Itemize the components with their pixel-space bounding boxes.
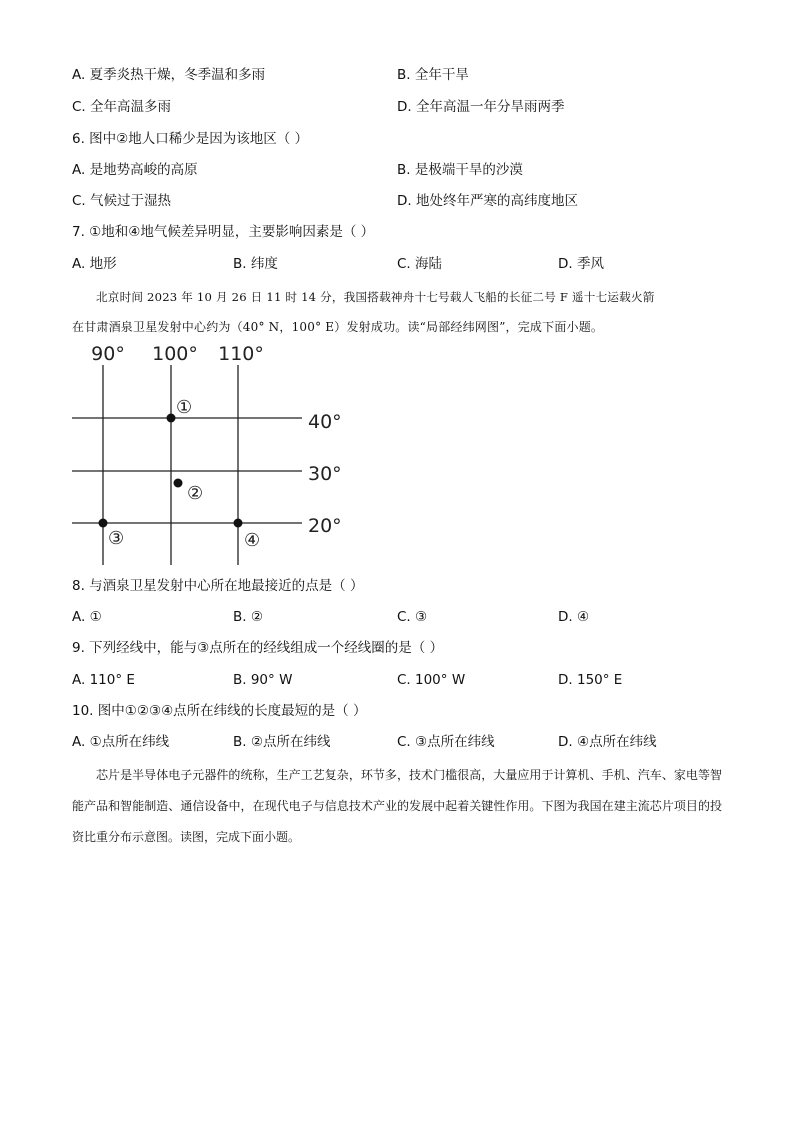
q9-stem: 9. 下列经线中，能与③点所在的经线组成一个经线圈的是（ ）: [72, 640, 444, 656]
q6-option-b: B. 是极端干旱的沙漠: [397, 162, 523, 178]
point-1-label: ①: [176, 397, 193, 418]
q7-stem: 7. ①地和④地气候差异明显，主要影响因素是（ ）: [72, 224, 375, 240]
lat-long-grid-figure: [60, 335, 360, 575]
point-3-dot: [99, 519, 108, 528]
q5-option-a: A. 夏季炎热干燥，冬季温和多雨: [72, 67, 266, 83]
q8-option-c: C. ③: [397, 609, 428, 625]
q10-option-c: C. ③点所在纬线: [397, 734, 495, 750]
q8-option-b: B. ②: [233, 609, 263, 625]
lon-label-110: 110°: [218, 343, 264, 365]
q6-option-a: A. 是地势高峻的高原: [72, 162, 198, 178]
q10-option-a: A. ①点所在纬线: [72, 734, 170, 750]
q7-option-a: A. 地形: [72, 256, 117, 272]
q6-option-c: C. 气候过于湿热: [72, 193, 172, 209]
lon-label-100: 100°: [152, 343, 198, 365]
q7-option-d: D. 季风: [558, 256, 604, 272]
q9-option-b: B. 90° W: [233, 672, 293, 688]
lat-label-40: 40°: [308, 411, 342, 433]
passage2: 芯片是半导体电子元器件的统称，生产工艺复杂，环节多，技术门槛很高，大量应用于计算机、手机、汽车、家电等智能产品和智能制造、通信设备中，在现代电子与信息技术产业的发展中起着关键性作用。下图为我国在建主流芯片项目的投资比重分布示意图。读图，完成下面小题。: [72, 768, 722, 844]
passage1-line2: 在甘肃酒泉卫星发射中心约为（40° N，100° E）发射成功。读“局部经纬网图”，完成下面小题。: [72, 320, 604, 334]
lon-label-90: 90°: [91, 343, 125, 365]
q8-option-d: D. ④: [558, 609, 590, 625]
lat-label-20: 20°: [308, 515, 342, 537]
point-1-dot: [167, 414, 176, 423]
q5-option-d: D. 全年高温一年分旱雨两季: [397, 99, 565, 115]
q7-option-b: B. 纬度: [233, 256, 278, 272]
q10-option-d: D. ④点所在纬线: [558, 734, 657, 750]
q9-option-a: A. 110° E: [72, 672, 135, 688]
q5-option-b: B. 全年干旱: [397, 67, 469, 83]
point-2-label: ②: [187, 483, 204, 504]
q5-option-c: C. 全年高温多雨: [72, 99, 172, 115]
point-2-dot: [174, 479, 183, 488]
point-3-label: ③: [108, 528, 125, 549]
q6-stem: 6. 图中②地人口稀少是因为该地区（ ）: [72, 131, 309, 147]
lat-label-30: 30°: [308, 463, 342, 485]
q9-option-c: C. 100° W: [397, 672, 466, 688]
point-4-dot: [234, 519, 243, 528]
q8-option-a: A. ①: [72, 609, 102, 625]
point-4-label: ④: [244, 530, 261, 551]
q6-option-d: D. 地处终年严寒的高纬度地区: [397, 193, 578, 209]
q8-stem: 8. 与酒泉卫星发射中心所在地最接近的点是（ ）: [72, 578, 364, 594]
q10-option-b: B. ②点所在纬线: [233, 734, 331, 750]
q10-stem: 10. 图中①②③④点所在纬线的长度最短的是（ ）: [72, 703, 367, 719]
q7-option-c: C. 海陆: [397, 256, 443, 272]
q9-option-d: D. 150° E: [558, 672, 623, 688]
passage1-line1: 北京时间 2023 年 10 月 26 日 11 时 14 分，我国搭载神舟十七号载人飞船的长征二号 F 遥十七运载火箭: [96, 290, 655, 304]
